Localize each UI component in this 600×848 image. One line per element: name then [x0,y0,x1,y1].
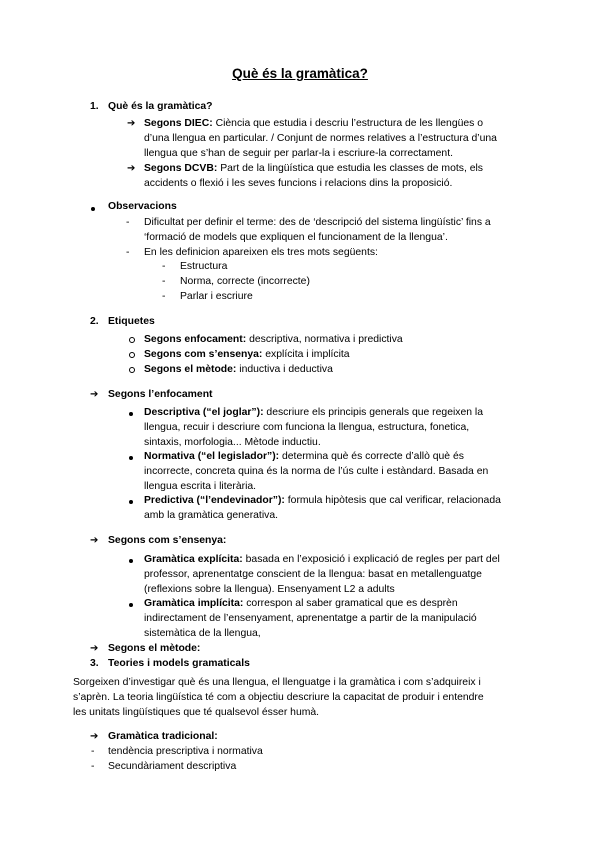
enfocament-line: incorrecte, concreta quina és la norma de l’ús culte i estàndard. Basada en [144,466,489,477]
label-item: Segons com s’ensenya: explícita i implícita [144,349,350,360]
enfocament-line: sintaxis, morfologia... Mètode inductiu. [144,437,321,448]
arrow-bullet-icon: ➔ [127,118,136,129]
paragraph-line: s’aprèn. La teoria lingüística té com a objectiu descriure la capacitat de produir i entendre [73,692,484,703]
bullet-dot-icon [129,500,133,504]
dash-bullet: - [91,746,95,757]
dash-bullet: - [126,217,130,228]
bullet-dot-icon [129,456,133,460]
enfocament-line: Descriptiva (“el joglar”): descriure els principis generals que regeixen la [144,407,484,418]
section-heading-que-es: Què és la gramàtica? [108,101,213,112]
definition-diec-line: d’una llengua en particular. / Conjunt de normes relatives a l’estructura d’una [144,133,497,144]
arrow-bullet-icon: ➔ [90,389,99,400]
enfocament-line: Normativa (“el legislador”): determina què és correcte d’allò què és [144,451,464,462]
label-item: Segons el mètode: inductiva i deductiva [144,364,333,375]
definition-dcvb-line: accidents o flexió i les seves funcions i relacions dins la proposició. [144,178,453,189]
circle-bullet-icon [129,337,135,343]
ensenya-line: sistemàtica de la llengua, [144,628,261,639]
dash-bullet: - [162,261,166,272]
ensenya-line: professor, aprenentatge conscient de la llengua: basat en metallenguatge [144,569,482,580]
section-heading-teories: Teories i models gramaticals [108,658,250,669]
ensenya-line: Gramàtica implícita: correspon al saber gramatical que es desprèn [144,598,458,609]
label-item: Segons enfocament: descriptiva, normativa i predictiva [144,334,403,345]
bullet-dot-icon [91,207,95,211]
sub-list-item: Estructura [180,261,228,272]
dash-bullet: - [126,247,130,258]
section-heading-tradicional: Gramàtica tradicional: [108,731,218,742]
definition-diec-line: Segons DIEC: Ciència que estudia i descriu l’estructura de les llengües o [144,118,484,129]
paragraph-line: les unitats lingüístiques que té qualsevol ésser humà. [73,707,320,718]
arrow-bullet-icon: ➔ [90,535,99,546]
section-number: 3. [90,658,99,669]
enfocament-line: Predictiva (“l’endevinador”): formula hipòtesis que cal verificar, relacionada [144,495,501,506]
tradicional-item: Secundàriament descriptiva [108,761,237,772]
paragraph-line: Sorgeixen d’investigar què és una llengua, el llenguatge i la gramàtica i com s’adquireix i [73,677,481,688]
dash-bullet: - [162,276,166,287]
enfocament-line: amb la gramàtica generativa. [144,510,278,521]
bullet-dot-icon [129,603,133,607]
observation-line: En les definicion apareixen els tres mots següents: [144,247,378,258]
section-number: 2. [90,316,99,327]
observation-line: Dificultat per definir el terme: des de ‘descripció del sistema lingüístic’ fins a [144,217,491,228]
definition-dcvb-line: Segons DCVB: Part de la lingüística que estudia les classes de mots, els [144,163,484,174]
arrow-bullet-icon: ➔ [90,731,99,742]
page-title: Què és la gramàtica? [232,66,368,81]
enfocament-line: llengua, recuir i descriure com funciona la llengua, estructura, fonetica, [144,422,470,433]
section-heading-etiquetes: Etiquetes [108,316,155,327]
circle-bullet-icon [129,352,135,358]
section-heading-ensenya: Segons com s’ensenya: [108,535,227,546]
section-number: 1. [90,101,99,112]
sub-list-item: Norma, correcte (incorrecte) [180,276,310,287]
ensenya-line: (reflexions sobre la llengua). Ensenyament L2 a adults [144,584,395,595]
enfocament-line: llengua escrita i literària. [144,481,257,492]
section-heading-enfocament: Segons l’enfocament [108,389,213,400]
tradicional-item: tendència prescriptiva i normativa [108,746,263,757]
section-heading-observacions: Observacions [108,201,177,212]
bullet-dot-icon [129,559,133,563]
observation-line: ‘formació de models que expliquen el funcionament de la llengua’. [144,232,448,243]
sub-list-item: Parlar i escriure [180,291,253,302]
section-heading-metode: Segons el mètode: [108,643,201,654]
definition-diec-line: llengua que s’han de seguir per parlar-la i escriure-la correctament. [144,148,453,159]
arrow-bullet-icon: ➔ [90,643,99,654]
dash-bullet: - [91,761,95,772]
dash-bullet: - [162,291,166,302]
ensenya-line: Gramàtica explícita: basada en l’exposició i explicació de regles per part del [144,554,500,565]
arrow-bullet-icon: ➔ [127,163,136,174]
ensenya-line: indirectament de l’ensenyament, aprenentatge a partir de la manipulació [144,613,477,624]
circle-bullet-icon [129,367,135,373]
bullet-dot-icon [129,412,133,416]
